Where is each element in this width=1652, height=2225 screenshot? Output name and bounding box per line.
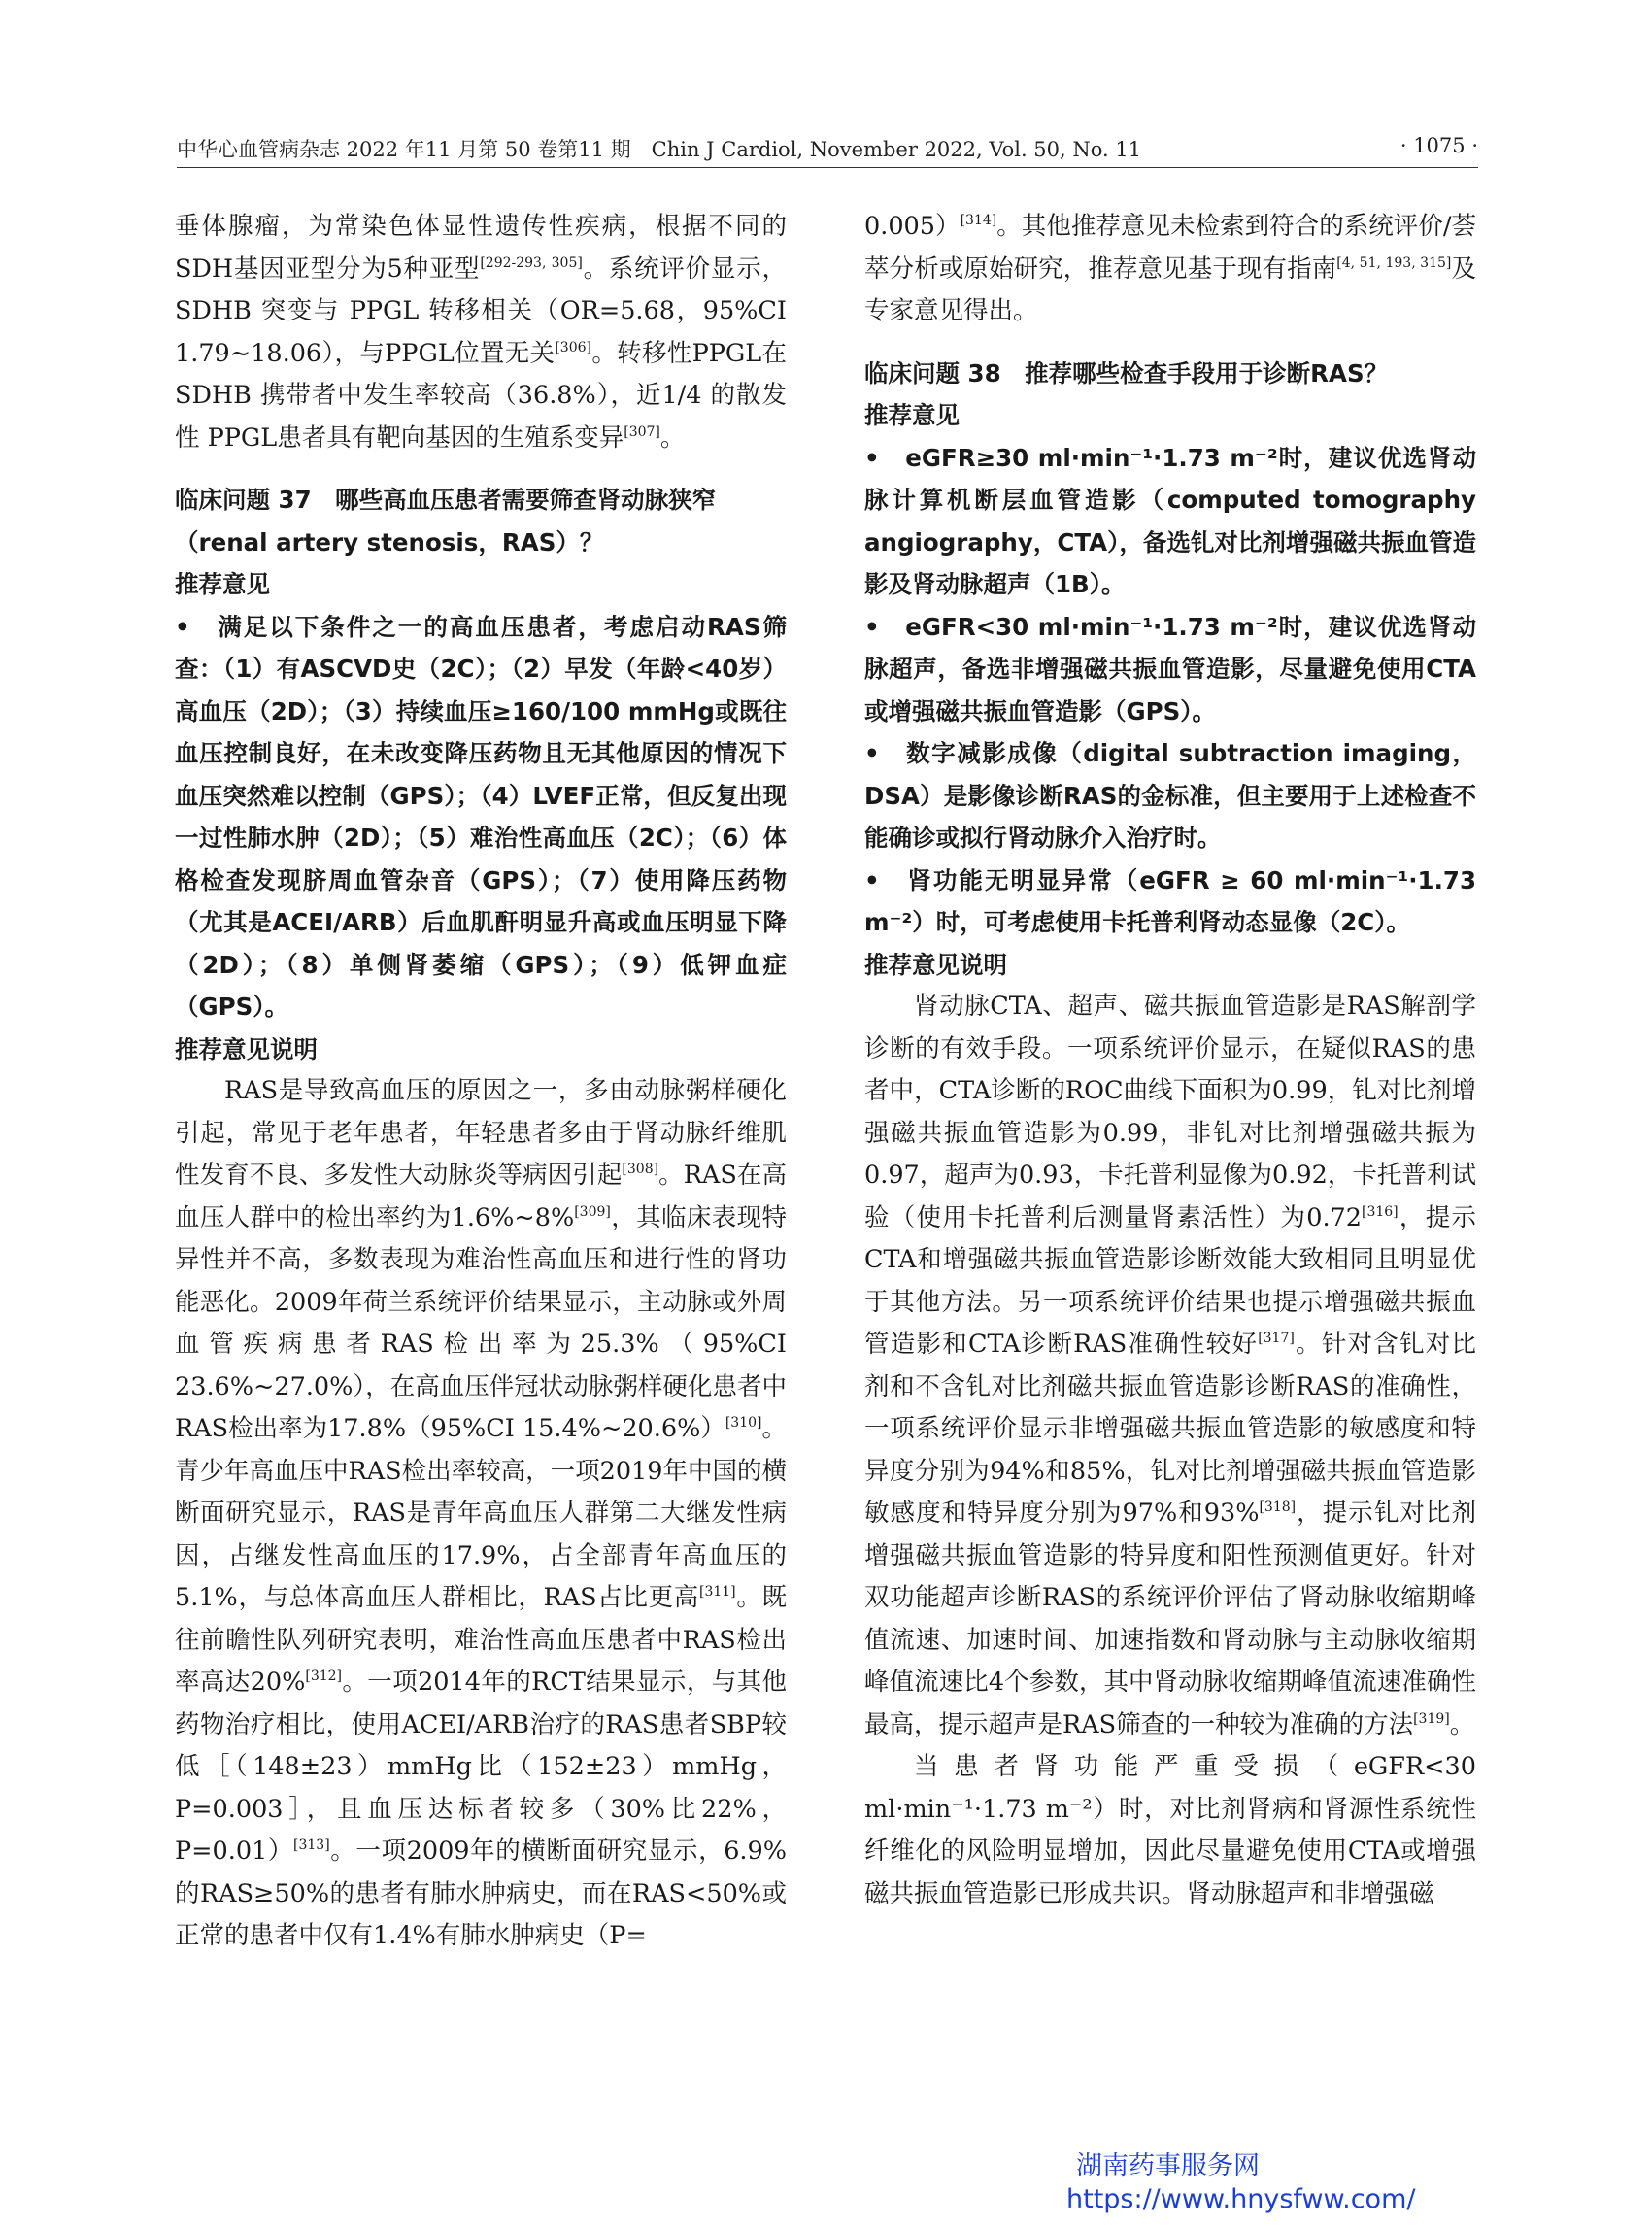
citation-ref: [311]: [698, 1584, 736, 1600]
explanation-paragraph: RAS是导致高血压的原因之一，多由动脉粥样硬化引起，常见于老年患者，年轻患者多由于肾动脉纤维肌性发育不良、多发性大动脉炎等病因引起[308]。RAS在高血压人群中的检出率约为1.6%~8%[309]，其临床表现特异性并不高，多数表现为难治性高血压和进行性的肾功能恶化。2009年荷兰系统评价结果显示，主动脉或外周血管疾病患者RAS检出率为25.3%（95%CI 23.6%~27.0%），在高血压伴冠状动脉粥样硬化患者中RAS检出率为17.8%（95%CI 15.4%~20.6%）[310]。青少年高血压中RAS检出率较高，一项2019年中国的横断面研究显示，RAS是青年高血压人群第二大继发性病因，占继发性高血压的17.9%，占全部青年高血压的5.1%，与总体高血压人群相比，RAS占比更高[311]。既往前瞻性队列研究表明，难治性高血压患者中RAS检出率高达20%[312]。一项2014年的RCT结果显示，与其他药物治疗相比，使用ACEI/ARB治疗的RAS患者SBP较低［（148±23）mmHg比（152±23）mmHg，P=0.003］，且血压达标者较多（30%比22%，P=0.01）[313]。一项2009年的横断面研究显示，6.9%的RAS≥50%的患者有肺水肿病史，而在RAS<50%或正常的患者中仅有1.4%有肺水肿病史（P=: [175, 1076, 788, 1950]
header-rule: [177, 167, 1478, 168]
recommendation-item: • 数字减影成像（digital subtraction imaging，DSA）是影像诊断RAS的金标准，但主要用于上述检查不能确诊或拟行肾动脉介入治疗时。: [864, 739, 1476, 852]
citation-ref: [318]: [1259, 1500, 1297, 1515]
paragraph-sdh: 垂体腺瘤，为常染色体显性遗传性疾病，根据不同的SDH基因亚型分为5种亚型[292-293, 305]。系统评价显示，SDHB 突变与 PPGL 转移相关（OR=5.68，95%CI 1.79~18.06），与PPGL位置无关[306]。转移性PPGL在 SDHB 携带者中发生率较高（36.8%），近1/4 的散发性 PPGL患者具有靶向基因的生殖系变异[307]。: [175, 212, 788, 453]
citation-ref: [306]: [555, 339, 591, 355]
left-column: [175, 206, 787, 1958]
question-38-heading: 临床问题 38 推荐哪些检查手段用于诊断RAS？: [864, 358, 1389, 388]
journal-citation: 中华心血管病杂志 2022 年11 月第 50 卷第11 期 Chin J Cardiol, November 2022, Vol. 50, No. 11: [177, 138, 1142, 161]
running-header: [177, 134, 1478, 169]
page-number: · 1075 ·: [1399, 134, 1478, 157]
citation-ref: [4, 51, 193, 315]: [1336, 254, 1452, 271]
recommendation-heading: 推荐意见: [175, 570, 270, 598]
citation-ref: [308]: [622, 1162, 659, 1177]
watermark-url[interactable]: https://www.hnysfww.com/: [1066, 2184, 1416, 2214]
recommendation-item: • 肾功能无明显异常（eGFR ≥ 60 ml·min⁻¹·1.73 m⁻²）时，可考虑使用卡托普利肾动态显像（2C）。: [864, 865, 1476, 936]
citation-ref: [314]: [960, 213, 997, 228]
citation-ref: [310]: [725, 1415, 762, 1431]
right-column: [864, 206, 1476, 1915]
citation-ref: [319]: [1413, 1710, 1450, 1727]
citation-ref: [317]: [1258, 1331, 1295, 1346]
question-37-heading: 临床问题 37 哪些高血压患者需要筛查肾动脉狭窄（renal artery stenosis，RAS）？: [175, 486, 717, 556]
recommendation-item: • eGFR<30 ml·min⁻¹·1.73 m⁻²时，建议优选肾动脉超声，备选非增强磁共振血管造影，尽量避免使用CTA或增强磁共振血管造影（GPS）。: [864, 612, 1476, 725]
explanation-heading: 推荐意见说明: [175, 1034, 318, 1063]
citation-ref: [312]: [305, 1669, 343, 1684]
paragraph-continuation: 0.005）[314]。其他推荐意见未检索到符合的系统评价/荟萃分析或原始研究，推荐意见基于现有指南[4, 51, 193, 315]及专家意见得出。: [864, 212, 1476, 325]
explanation-heading: 推荐意见说明: [864, 950, 1007, 979]
site-watermark: [1066, 2150, 1513, 2216]
citation-ref: [292-293, 305]: [480, 254, 583, 271]
watermark-name: 湖南药事服务网: [1076, 2151, 1260, 2181]
citation-ref: [316]: [1362, 1203, 1399, 1220]
citation-ref: [307]: [624, 423, 660, 440]
recommendation-item: • 满足以下条件之一的高血压患者，考虑启动RAS筛查：（1）有ASCVD史（2C）；（2）早发（年龄<40岁）高血压（2D）；（3）持续血压≥160/100 mmHg或既往血压控制良好，在未改变降压药物且无其他原因的情况下血压突然难以控制（GPS）；（4）LVEF正常，但反复出现一过性肺水肿（2D）；（5）难治性高血压（2C）；（6）体格检查发现脐周血管杂音（GPS）；（7）使用降压药物（尤其是ACEI/ARB）后血肌酐明显升高或血压明显下降（2D）；（8）单侧肾萎缩（GPS）；（9）低钾血症（GPS）。: [175, 612, 787, 1021]
recommendation-item: • eGFR≥30 ml·min⁻¹·1.73 m⁻²时，建议优选肾动脉计算机断层血管造影（computed tomography angiography，CTA），备选钆对比剂增强磁共振血管造影及肾动脉超声（1B）。: [864, 443, 1476, 598]
citation-ref: [309]: [574, 1203, 611, 1220]
citation-ref: [313]: [293, 1837, 330, 1853]
explanation-paragraph: 肾动脉CTA、超声、磁共振血管造影是RAS解剖学诊断的有效手段。一项系统评价显示，在疑似RAS的患者中，CTA诊断的ROC曲线下面积为0.99，钆对比剂增强磁共振血管造影为0.99，非钆对比剂增强磁共振为0.97，超声为0.93，卡托普利显像为0.92，卡托普利试验（使用卡托普利后测量肾素活性）为0.72[316]，提示CTA和增强磁共振血管造影诊断效能大致相同且明显优于其他方法。另一项系统评价结果也提示增强磁共振血管造影和CTA诊断RAS准确性较好[317]。针对含钆对比剂和不含钆对比剂磁共振血管造影诊断RAS的准确性，一项系统评价显示非增强磁共振血管造影的敏感度和特异度分别为94%和85%，钆对比剂增强磁共振血管造影敏感度和特异度分别为97%和93%[318]，提示钆对比剂增强磁共振血管造影的特异度和阳性预测值更好。针对双功能超声诊断RAS的系统评价评估了肾动脉收缩期峰值流速、加速时间、加速指数和肾动脉与主动脉收缩期峰值流速比4个参数，其中肾动脉收缩期峰值流速准确性最高，提示超声是RAS筛查的一种较为准确的方法[319]。: [864, 992, 1476, 1739]
recommendation-heading: 推荐意见: [864, 401, 960, 429]
explanation-paragraph: 当患者肾功能严重受损（eGFR<30 ml·min⁻¹·1.73 m⁻²）时，对比剂肾病和肾源性系统性纤维化的风险明显增加，因此尽量避免使用CTA或增强磁共振血管造影已形成共识。肾动脉超声和非增强磁: [864, 1752, 1476, 1908]
